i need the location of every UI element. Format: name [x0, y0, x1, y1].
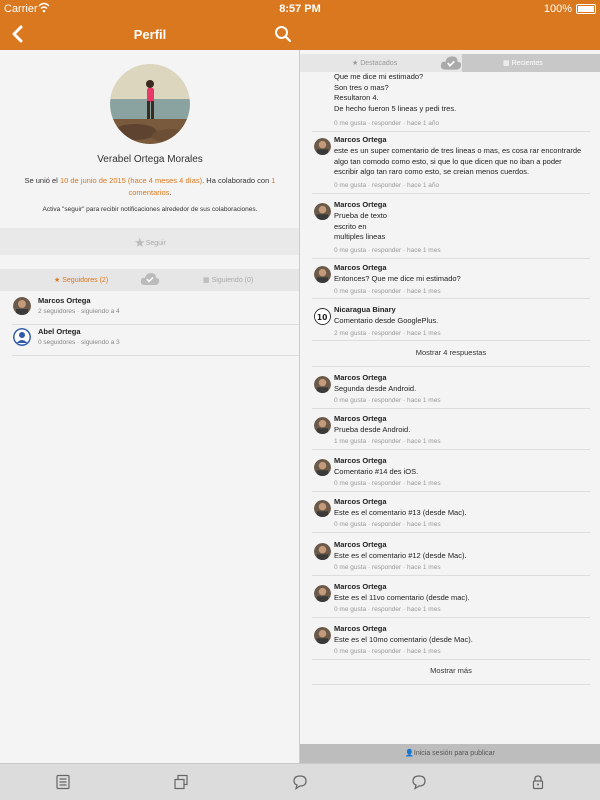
user-icon: 👤: [405, 750, 414, 757]
cloud-check-icon: [440, 55, 462, 71]
tab-featured[interactable]: [352, 59, 397, 67]
follower-row[interactable]: [12, 295, 300, 325]
comment-author[interactable]: Marcos Ortega: [334, 135, 387, 144]
joined-prefix: Se unió el: [24, 176, 60, 185]
joined-mid: . Ha colaborado con: [202, 176, 272, 185]
calendar-icon: ▦: [203, 277, 210, 284]
avatar: [314, 417, 331, 434]
avatar: [13, 297, 31, 315]
comment-item: [312, 414, 590, 450]
comment-line: Resultaron 4.: [334, 93, 379, 102]
show-more-button[interactable]: Mostrar más: [312, 664, 590, 685]
comment-item: [312, 624, 590, 660]
comment-line: Este es el comentario #12 (desde Mac).: [334, 551, 467, 560]
chat-bubble-icon[interactable]: [411, 774, 427, 790]
comment-meta[interactable]: 0 me gusta · responder · hace 1 año: [334, 120, 440, 127]
comment-author[interactable]: Marcos Ortega: [334, 263, 387, 272]
comment-item: [312, 72, 590, 132]
comment-text: [334, 72, 456, 114]
comment-line: escrito en: [334, 221, 367, 231]
comment-author[interactable]: Marcos Ortega: [334, 373, 387, 382]
joined-date: 10 de junio de 2015 (hace 4 meses 4 días): [59, 176, 203, 185]
comment-author[interactable]: Nicaragua Binary: [334, 305, 396, 314]
follow-button[interactable]: [0, 235, 300, 251]
comment-line: Comentario #14 des iOS.: [334, 467, 419, 476]
clock: 8:57 PM: [279, 3, 321, 15]
calendar-icon: ▦: [503, 60, 510, 67]
comment-text: [334, 274, 461, 285]
comment-text: [334, 146, 581, 178]
follow-label: Seguir: [145, 239, 166, 247]
avatar: [314, 376, 331, 393]
cloud-check-icon: [140, 272, 160, 286]
comment-meta[interactable]: 1 me gusta · responder · hace 1 mes: [334, 438, 441, 445]
comment-meta[interactable]: 0 me gusta · responder · hace 1 mes: [334, 247, 441, 254]
tab-followers-label: Seguidores (2): [62, 277, 109, 284]
follower-name: Abel Ortega: [38, 327, 81, 336]
comment-line: Entonces? Que me dice mi estimado?: [334, 274, 461, 283]
tab-following-label: Siguiendo (0): [211, 277, 254, 284]
login-bar[interactable]: [300, 744, 600, 763]
follow-tabs: [0, 269, 300, 291]
comment-text: [334, 635, 473, 646]
comment-line: Este es el 10mo comentario (desde Mac).: [334, 635, 473, 644]
comment-line: De hecho fueron 5 lineas y pedi tres.: [334, 103, 457, 113]
comment-item: [312, 263, 590, 299]
comment-text: [334, 384, 416, 395]
comment-meta[interactable]: 0 me gusta · responder · hace 1 año: [334, 182, 440, 189]
joined-count[interactable]: 1 comentarios: [128, 176, 276, 197]
comment-item: [312, 305, 590, 341]
comment-line: escribir algo tan raro como esto, se creian menos cuerdos.: [334, 167, 530, 176]
comment-author[interactable]: Marcos Ortega: [334, 414, 387, 423]
avatar: [314, 138, 331, 155]
comment-line: Que me dice mi estimado?: [334, 72, 424, 81]
comment-meta[interactable]: 0 me gusta · responder · hace 1 mes: [334, 480, 441, 487]
avatar: [314, 585, 331, 602]
comment-author[interactable]: Marcos Ortega: [334, 456, 387, 465]
follow-note: Activa "seguir" para recibir notificaciones alrededor de sus colaboraciones.: [42, 206, 258, 213]
follower-stats: 2 seguidores · siguiendo a 4: [38, 308, 120, 315]
default-avatar-icon: [13, 328, 31, 346]
comment-item: [312, 540, 590, 576]
profile-panel: [0, 50, 300, 763]
comment-line: Prueba de texto: [334, 211, 387, 220]
comment-line: Este es el comentario #13 (desde Mac).: [334, 508, 467, 517]
star-icon: ★: [54, 277, 61, 284]
brand-logo-avatar: [314, 308, 331, 325]
chat-bubble-icon[interactable]: [292, 774, 308, 790]
tab-featured-label: Destacados: [360, 60, 398, 67]
joined-suffix: .: [169, 188, 172, 197]
tab-recent[interactable]: [503, 59, 543, 67]
comment-tabs: [300, 54, 600, 72]
comment-author[interactable]: Marcos Ortega: [334, 497, 387, 506]
star-icon: ★: [134, 235, 146, 250]
avatar: [314, 543, 331, 560]
comment-text: [334, 467, 418, 478]
follower-stats: 0 seguidores · siguiendo a 3: [38, 339, 120, 346]
carrier-label: Carrier: [4, 3, 38, 15]
comment-line: Este es el 11vo comentario (desde mac).: [334, 593, 470, 602]
comment-line: este es un super comentario de tres lineas o mas, es cosa rar encontrarde: [334, 146, 582, 155]
comment-text: [334, 316, 438, 327]
comment-text: [334, 425, 410, 436]
show-replies-button[interactable]: Mostrar 4 respuestas: [312, 346, 590, 367]
status-bar: [0, 0, 600, 18]
comment-item: [312, 200, 590, 259]
avatar: [314, 459, 331, 476]
profile-joined-text: [18, 175, 282, 199]
comment-author[interactable]: Marcos Ortega: [334, 200, 387, 209]
follower-name: Marcos Ortega: [38, 296, 91, 305]
comment-author[interactable]: Marcos Ortega: [334, 624, 387, 633]
avatar: [314, 203, 331, 220]
comment-line: Segunda desde Android.: [334, 384, 417, 393]
tab-followers[interactable]: [54, 276, 108, 284]
star-icon: ★: [352, 60, 359, 67]
comment-meta[interactable]: 0 me gusta · responder · hace 1 mes: [334, 288, 441, 295]
comment-meta[interactable]: 0 me gusta · responder · hace 1 mes: [334, 648, 441, 655]
comment-line: multiples lineas: [334, 232, 386, 241]
comment-text: [334, 211, 387, 243]
page-title: Perfil: [133, 27, 167, 42]
svg-text:10: 10: [316, 312, 328, 322]
tab-recent-label: Recientes: [511, 60, 543, 67]
comment-meta[interactable]: 0 me gusta · responder · hace 1 mes: [334, 521, 441, 528]
comment-line: Comentario desde GooglePlus.: [334, 316, 439, 325]
comment-text: [334, 551, 467, 562]
copy-icon[interactable]: [173, 774, 189, 790]
profile-avatar: [110, 64, 190, 144]
comment-text: [334, 593, 470, 604]
battery-percent: 100%: [543, 3, 572, 15]
battery-icon: [576, 4, 596, 14]
comments-panel: [300, 50, 600, 744]
comment-meta[interactable]: 0 me gusta · responder · hace 1 mes: [334, 606, 441, 613]
bottom-tab-bar: [0, 763, 600, 800]
list-icon[interactable]: [55, 774, 71, 790]
comment-line: algo tan comodo como esto, si que lo que dicen que no iban a poder: [334, 156, 562, 166]
comment-meta[interactable]: 0 me gusta · responder · hace 1 mes: [334, 397, 441, 404]
comment-item: [312, 497, 590, 533]
comment-line: Prueba desde Android.: [334, 425, 411, 434]
avatar: [314, 266, 331, 283]
login-label: Inicia sesión para publicar: [413, 750, 495, 757]
comment-item: [312, 456, 590, 492]
lock-icon[interactable]: [530, 774, 546, 790]
comment-meta[interactable]: 2 me gusta · responder · hace 1 mes: [334, 330, 441, 337]
nav-bar: [0, 18, 600, 50]
avatar: [314, 500, 331, 517]
follower-row[interactable]: [12, 326, 300, 356]
follow-bar: [0, 228, 300, 255]
comment-item: [312, 582, 590, 618]
comment-item: [312, 373, 590, 409]
comment-author[interactable]: Marcos Ortega: [334, 540, 387, 549]
search-icon[interactable]: [272, 23, 294, 45]
comment-meta[interactable]: 0 me gusta · responder · hace 1 mes: [334, 564, 441, 571]
comment-line: Son tres o mas?: [334, 82, 389, 92]
profile-name: Verabel Ortega Morales: [97, 154, 203, 165]
tab-following[interactable]: [203, 276, 253, 284]
avatar: [314, 627, 331, 644]
comment-text: [334, 508, 467, 519]
comment-item: [312, 135, 590, 194]
comment-author[interactable]: Marcos Ortega: [334, 582, 387, 591]
